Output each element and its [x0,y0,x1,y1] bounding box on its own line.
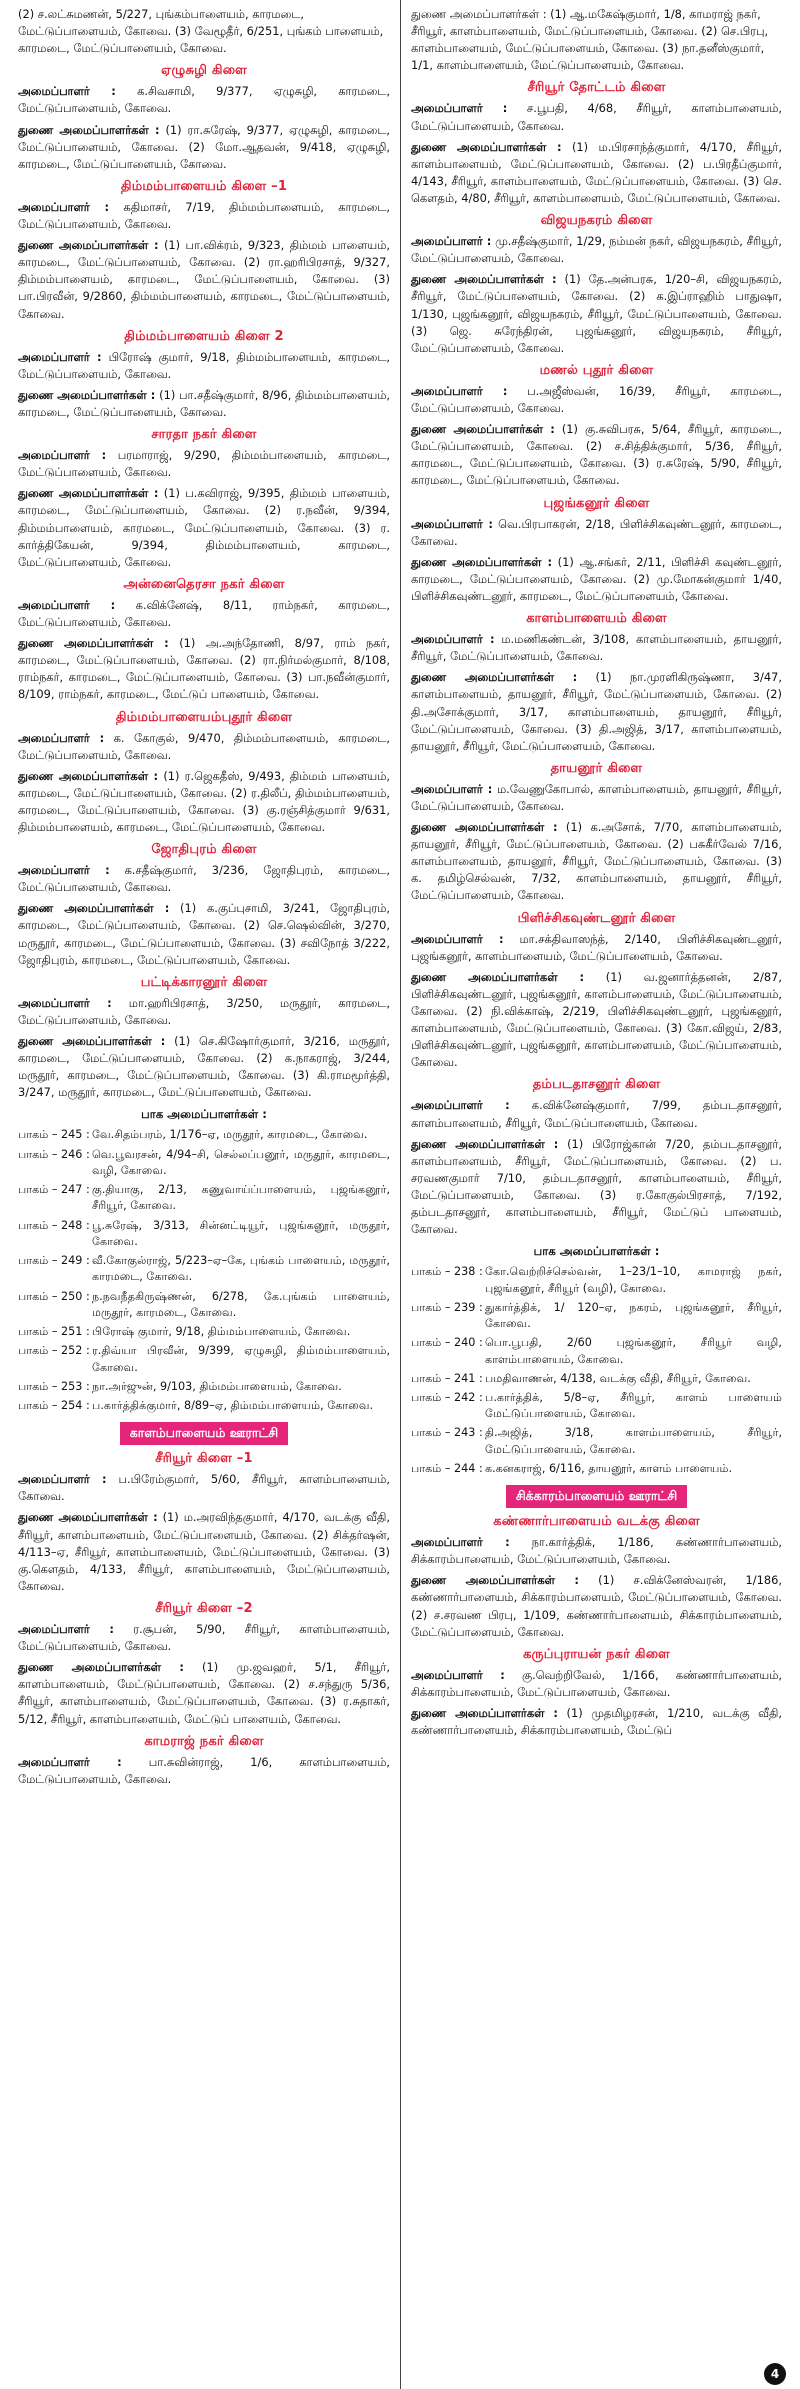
branch-title: தாயனூர் கிளை [550,760,643,776]
booth-organizer: பூ.சுரேஷ், 3/313, சின்னட்டியூர், புஜங்கனூர், மருதூர், கோவை. [92,1218,390,1248]
organizer-label: அமைப்பாளர் : [411,101,508,116]
branch-block [18,710,390,837]
deputy-label: துணை அமைப்பாளர்கள் : [411,670,578,685]
deputy-line [411,421,782,489]
organizer-line [411,383,782,417]
organizer-label: அமைப்பாளர் : [411,234,492,249]
branch-block [411,761,782,905]
deputy-names: (1) ச.விக்னேஸ்வரன், 1/186, கண்ணார்பாளையம், சிக்காரம்பாளையம், மேட்டுப்பாளையம், கோவை. (2) ச.சரவண பிரபு, 1/109, கண்ணார்பாளையம், சிக்காரம்பாளையம், மேட்டுப்பாளையம், கோவை. [411,1573,782,1639]
organizer-line [411,233,782,267]
organizer-label: அமைப்பாளர் : [411,516,493,531]
organizer-label: அமைப்பாளர் : [18,597,116,612]
booth-row [411,1461,782,1477]
newspaper-page [8,0,792,2389]
booth-number: பாகம் – 243 : [411,1426,483,1440]
booth-organizer: வீ.கோகுல்ராஜ், 5/223–ஏ–கே, புங்கம் பாளையம், மருதூர், காரமடை, கோவை. [92,1254,390,1284]
deputy-names: (1) ஆ.சங்கர், 2/11, பிளிச்சி கவுண்டனூர், காரமடை, மேட்டுப்பாளையம், கோவை. (2) மு.மோகன்குமார் 1/40, பிளிச்சிகவுண்டனூர், காரமடை, மேட்டுப்பாளையம், கோவை. [411,554,782,603]
organizer-label: அமைப்பாளர் : [411,781,493,796]
organizer-label: அமைப்பாளர் : [18,863,110,878]
organizer-name: க.விக்னேஷ், 8/11, ராம்நகர், காரமடை, மேட்டுப்பாளையம், கோவை. [18,597,390,629]
booth-organizer: பிரோஷ் குமார், 9/18, திம்மம்பாளையம், கோவை. [92,1325,351,1339]
booth-organizers-heading: பாக அமைப்பாளர்கள் : [141,1107,267,1122]
deputy-names: (1) கு.சுவிபரசு, 5/64, சீரியூர், காரமடை, மேட்டுப்பாளையம், கோவை. (2) ச.சித்திக்குமார், 5/36, சீரியூர், காரமடை, மேட்டுப்பாளையம், கோவை. (3) ர.சுரேஷ், 5/90, சீரியூர், காரமடை, மேட்டுப்பாளையம், கோவை. [411,422,782,488]
section-heading [18,1422,390,1445]
organizer-line [411,516,782,550]
organizer-line [18,1471,390,1505]
deputy-line [18,485,390,571]
deputy-names: (1) பா.விக்ரம், 9/323, திம்மம் பாளையம், காரமடை, மேட்டுப்பாளையம், கோவை. (2) ரா.ஹரிபிரசாத், 9/327, திம்மம்பாளையம், காரமடை, மேட்டுப்பாளையம், கோவை. (3) பா.பிரவீன், 9/2860, திம்மம்பாளையம், காரமடை, மேட்டுப்பாளையம், கோவை. [18,238,390,321]
organizer-line [18,1621,390,1655]
booth-row [18,1253,390,1285]
organizer-name: நா.கார்த்திக், 1/186, கண்ணார்பாளையம், சிக்காரம்பாளையம், மேட்டுப்பாளையம், கோவை. [411,1535,782,1567]
booth-row [411,1425,782,1457]
organizer-line [411,931,782,965]
deputy-names: (1) மு.ஜவஹர், 5/1, சீரியூர், காளம்பாளையம், மேட்டுப்பாளையம், கோவை. (2) ச.சந்துரு 5/36, சீரியூர், காளம்பாளையம், மேட்டுப்பாளையம், கோவை. (3) ர.சுதாகர், 5/12, சீரியூர், காளம்பாளையம், மேட்டுப் பாளையம், கோவை. [18,1660,390,1726]
organizer-label: அமைப்பாளர் : [18,1621,114,1636]
branch-block [18,975,390,1102]
deputy-names: (1) வ.ஜனார்த்தனன், 2/87, பிளிச்சிகவுண்டனூர், புஜங்கனூர், காளம்பாளையம், மேட்டுப்பாளையம், கோவை. (2) நி.விக்காஷ், 2/219, பிளிச்சிகவுண்டனூர், புஜங்கனூர், காளம்பாளையம், மேட்டுப்பாளையம், கோவை. (3) கோ.விஜய், 2/83, பிளிச்சிகவுண்டனூர், புஜங்கனூர், காளம்பாளையம், மேட்டுப்பாளையம், கோவை. [411,969,782,1070]
organizer-line [18,597,390,631]
deputy-names: (1) பிரோஜ்கான் 7/20, தம்படதாசனூர், காளம்பாளையம், சீரியூர், மேட்டுப்பாளையம், கோவை. (2) ப. சரவணகுமார் 7/10, தம்படதாசனூர், காளம்பாளையம், சீரியூர், மேட்டுப்பாளையம், கோவை. (3) ர.கோகுல்பிரசாத், 7/192, தம்படதாசனூர், காளம்பாளையம், சீரியூர், மேட்டுப் பாளையம், கோவை. [411,1136,782,1237]
organizer-name: க.சதீஷ்குமார், 3/236, ஜோதிபுரம், காரமடை, மேட்டுப்பாளையம், கோவை. [18,863,390,895]
branch-title: சாரதா நகர் கிளை [151,427,257,443]
organizer-name: ர.சூபன், 5/90, சீரியூர், காளம்பாளையம், மேட்டுப்பாளையம், கோவை. [18,1621,391,1654]
branch-title: கருப்புராயன் நகர் கிளை [523,1646,670,1662]
deputy-label: துணை அமைப்பாளர்கள் : [18,122,160,137]
branch-block [18,842,390,969]
branch-block [411,1514,782,1641]
left-column [8,0,400,2389]
booth-number: பாகம் – 254 : [18,1398,90,1412]
organizer-name: ச.பூபதி, 4/68, சீரியூர், காளம்பாளையம், மேட்டுப்பாளையம், கோவை. [411,101,783,133]
branch-block [411,80,782,207]
booth-row [18,1398,390,1414]
organizer-line [18,730,390,764]
organizer-name: ம.வேணுகோபால், காளம்பாளையம், தாயனூர், சீரியூர், மேட்டுப்பாளையம், கோவை. [411,781,782,813]
organizer-line [411,781,782,815]
organizer-name: க.விக்னேஷ்குமார், 7/99, தம்படதாசனூர், காளம்பாளையம், சீரியூர், மேட்டுப்பாளையம், கோவை. [411,1098,782,1130]
organizer-line [411,631,782,665]
deputy-label: துணை அமைப்பாளர்கள் : [411,272,557,287]
booth-organizer: கோ.வெற்றிச்செல்வன், 1–23/1–10, காமராஜ் நகர், புஜங்கனூர், சீரியூர் (வழி), கோவை. [485,1265,782,1295]
booth-number: பாகம் – 250 : [18,1289,90,1303]
booth-organizer: ர.திவ்யா பிரவீன், 9/399, ஏழுசுழி, திம்மம்பாளையம், கோவை. [92,1344,390,1374]
branch-title: சீரியூர் கிளை –2 [155,1600,253,1616]
organizer-name: ம.மணிகண்டன், 3/108, காளம்பாளையம், தாயனூர், சீரியூர், மேட்டுப்பாளையம், கோவை. [411,632,782,664]
branch-title: புஜங்கனூர் கிளை [543,495,650,511]
section-heading-label: சிக்காரம்பாளையம் ஊராட்சி [506,1485,687,1508]
organizer-label: அமைப்பாளர் : [18,1754,122,1769]
branch-title: ஏழுசுழி கிளை [161,63,247,79]
deputy-names: (1) க.அசோக், 7/70, காளம்பாளையம், தாயனூர், சீரியூர், மேட்டுப்பாளையம், கோவை. (2) பசுகீர்வேல் 7/16, காளம்பாளையம், தாயனூர், சீரியூர், மேட்டுப்பாளையம், கோவை. (3) க. தமிழ்செல்வன், 7/32, காளம்பாளையம், தாயனூர், சீரியூர், மேட்டுப்பாளையம், கோவை. [411,820,782,903]
booth-organizer: கு.தியாகு, 2/13, கணுவாய்ப்பாளையம், புஜங்கனூர், சீரியூர், கோவை. [92,1183,390,1213]
page-number: 4 [764,2363,786,2385]
organizer-line [18,447,390,481]
branch-title: திம்மம்பாளையம் கிளை –1 [120,178,288,194]
deputy-label: துணை அமைப்பாளர்கள் : [411,422,555,437]
deputy-line [411,1572,782,1640]
deputy-line [18,768,390,836]
organizer-line [18,199,390,233]
deputy-label: துணை அமைப்பாளர்கள் : [411,139,562,154]
organizer-name: மு.சதீஷ்குமார், 1/29, நம்மன் நகர், விஜயநகரம், சீரியூர், மேட்டுப்பாளையம், கோவை. [411,234,782,266]
deputy-names: (1) ம.அரவிந்தகுமார், 4/170, வடக்கு வீதி, சீரியூர், காளம்பாளையம், மேட்டுப்பாளையம், கோவை. (2) சிக்தர்ஷன், 4/113–ஏ, சீரியூர், காளம்பாளையம், மேட்டுப்பாளையம், கோவை. (3) கு.கௌதம், 4/133, சீரியூர், காளம்பாளையம், மேட்டுப்பாளையம், கோவை. [18,1510,390,1593]
booth-row [18,1289,390,1321]
booth-number: பாகம் – 247 : [18,1183,90,1197]
booth-row [411,1300,782,1332]
branch-title: சீரியூர் தோட்டம் கிளை [527,80,666,96]
booth-organizer: ப.கார்த்திக், 5/8–ஏ, சீரியூர், காளம் பாளையம் மேட்டுப்பாளையம், கோவை. [485,1390,782,1421]
branch-block [411,611,782,755]
booth-organizers-heading: பாக அமைப்பாளர்கள் : [533,1244,660,1259]
right-column [400,0,792,2389]
booth-number: பாகம் – 248 : [18,1218,90,1232]
deputy-names: (1) முதமிழரசன், 1/210, வடக்கு வீதி, கண்ணார்பாளையம், சிக்காரம்பாளையம், மேட்டுப் [411,1706,782,1738]
organizer-name: பரமாராஜ், 9/290, திம்மம்பாளையம், காரமடை, மேட்டுப்பாளையம், கோவை. [18,448,391,480]
booth-number: பாகம் – 244 : [411,1461,483,1475]
organizer-label: அமைப்பாளர் : [411,1667,505,1682]
deputy-names: (1) செ.கிஷோர்குமார், 3/216, மருதூர், காரமடை, மேட்டுப்பாளையம், கோவை. (2) க.நாகராஜ், 3/244, மருதூர், காரமடை, மேட்டுப்பாளையம், கோவை. (3) கி.ராமமூர்த்தி, 3/247, மருதூர், காரமடை, மேட்டுப்பாளையம், கோவை. [18,1034,390,1100]
booth-organizer: க.கனகராஜ், 6/116, தாயனூர், காளம் பாளையம். [485,1461,733,1475]
organizer-name: ப.பிரேம்குமார், 5/60, சீரியூர், காளம்பாளையம், கோவை. [18,1472,390,1504]
branch-title: சீரியூர் கிளை –1 [155,1451,253,1467]
booth-number: பாகம் – 239 : [411,1300,483,1314]
booth-organizer: தி.அஜித், 3/18, காளம்பாளையம், சீரியூர், மேட்டுப்பாளையம், கோவை. [485,1426,782,1456]
deputy-line [411,1705,782,1739]
booth-number: பாகம் – 240 : [411,1336,483,1350]
organizer-label: அமைப்பாளர் : [18,448,107,463]
branch-title: தம்படதாசனூர் கிளை [532,1077,661,1093]
deputy-names: (1) ப.கவிராஜ், 9/395, திம்மம் பாளையம், காரமடை, மேட்டுப்பாளையம், கோவை. (2) ர.நவீன், 9/394, திம்மம்பாளையம், காரமடை, மேட்டுப்பாளையம், கோவை. (3) ர. கார்த்திகேயன், 9/394, திம்மம்பாளையம், காரமடை, மேட்டுப்பாளையம், கோவை. [18,486,390,569]
booth-row [411,1264,782,1296]
deputy-label: துணை அமைப்பாளர்கள் : [18,387,156,402]
organizer-name: ப.அஜீஸ்வன், 16/39, சீரியூர், காரமடை, மேட்டுப்பாளையம், கோவை. [411,383,783,415]
branch-title: பிளிச்சிகவுண்டனூர் கிளை [517,910,676,926]
deputy-label: துணை அமைப்பாளர்கள் : [18,1034,166,1049]
booth-row [18,1147,390,1179]
branch-block [411,1647,782,1739]
organizer-line [411,1097,782,1131]
booth-organizer: நா.அர்ஜுன், 9/103, திம்மம்பாளையம், கோவை. [92,1379,342,1393]
branch-block [18,427,390,571]
branch-block [411,213,782,357]
deputy-names: (1) அ.அந்தோணி, 8/97, ராம் நகர், காரமடை, மேட்டுப்பாளையம், கோவை. (2) ரா.நிர்மல்குமார், 8/108, ராம்நகர், காரமடை, மேட்டுப்பாளையம், கோவை. (3) பா.நவீன்குமார், 8/109, ராம்நகர், காரமடை, மேட்டுப் பாளையம், கோவை. [18,636,390,702]
booth-number: பாகம் – 241 : [411,1371,483,1385]
booth-number: பாகம் – 238 : [411,1265,483,1279]
section-heading-label: காளம்பாளையம் ஊராட்சி [120,1422,288,1445]
branch-title: பட்டிக்காரனூர் கிளை [140,974,268,990]
deputy-label: துணை அமைப்பாளர்கள் : [18,486,159,501]
branch-block [18,329,390,421]
branch-block [18,63,390,173]
organizer-line [411,1667,782,1701]
branch-block [18,1451,390,1595]
booth-row [18,1343,390,1375]
organizer-line [18,995,390,1029]
deputy-label: துணை அமைப்பாளர்கள் : [411,969,585,984]
deputy-label: துணை அமைப்பாளர்கள் : [411,1136,559,1151]
organizer-label: அமைப்பாளர் : [18,1472,107,1487]
organizer-label: அமைப்பாளர் : [18,84,116,99]
booth-number: பாகம் – 246 : [18,1147,90,1161]
branch-title: திம்மம்பாளையம் கிளை 2 [124,328,284,344]
booth-row [18,1324,390,1340]
deputy-line [18,1509,390,1595]
deputy-line [18,1659,390,1727]
organizer-name: மா.ஹரிபிரசாத், 3/250, மருதூர், காரமடை, மேட்டுப்பாளையம், கோவை. [18,995,390,1027]
branch-title: மணல் புதூர் கிளை [539,362,654,378]
branch-block [18,1601,390,1728]
deputy-names: (1) நா.முரளிகிருஷ்ணா, 3/47, காளம்பாளையம், தாயனூர், சீரியூர், மேட்டுப்பாளையம், கோவை. (2) தி.அசோக்குமார், 3/17, காளம்பாளையம், தாயனூர், சீரியூர், மேட்டுப்பாளையம், கோவை. (3) தி.அஜித், 3/17, காளம்பாளையம், தாயனூர், சீரியூர், மேட்டுப்பாளையம், கோவை. [411,670,782,753]
booth-row [18,1379,390,1395]
deputy-line [411,669,782,755]
organizer-line [18,1754,390,1788]
deputy-line [18,122,390,173]
deputy-label: துணை அமைப்பாளர்கள் : [411,1706,558,1721]
organizer-name: பிரோஷ் குமார், 9/18, திம்மம்பாளையம், காரமடை, மேட்டுப்பாளையம், கோவை. [18,349,391,381]
deputy-line [18,1033,390,1101]
deputy-line [411,139,782,207]
continued-text: (2) ச.லட்சுமணன், 5/227, புங்கம்பாளையம், காரமடை, மேட்டுப்பாளையம், கோவை. (3) வேழூதீர், 6/251, புங்கம் பாளையம், காரமடை, மேட்டுப்பாளையம், கோவை. [18,7,384,56]
deputy-label: துணை அமைப்பாளர்கள் : [18,1510,158,1525]
deputy-label: துணை அமைப்பாளர்கள் : [18,1660,184,1675]
booth-number: பாகம் – 252 : [18,1344,90,1358]
deputy-line [411,271,782,357]
deputy-names: (1) பா.சதீஷ்குமார், 8/96, திம்மம்பாளையம், காரமடை, மேட்டுப்பாளையம், கோவை. [18,387,390,419]
organizer-line [18,862,390,896]
deputy-label: துணை அமைப்பாளர்கள் : [18,238,159,253]
deputy-line [411,1136,782,1239]
branch-block [411,911,782,1072]
organizer-name: க. கோகுல், 9/470, திம்மம்பாளையம், காரமடை, மேட்டுப்பாளையம், கோவை. [18,730,390,762]
branch-block [411,1077,782,1238]
organizer-line [411,1534,782,1568]
booth-row [411,1390,782,1422]
booth-row [18,1182,390,1214]
deputy-names: (1) தே.அன்பரசு, 1/20–சி, விஜயநகரம், சீரியூர், மேட்டுப்பாளையம், கோவை. (2) க.இப்ராஹிம் பாதுஷா, 1/130, புஜங்கனூர், விஜயநகரம், சீரியூர், மேட்டுப்பாளையம், கோவை. (3) ஜெ. சுரேந்திரன், புஜங்கனூர், விஜயநகரம், சீரியூர், மேட்டுப்பாளையம், கோவை. [411,272,782,355]
deputy-label: துணை அமைப்பாளர்கள் : [411,1573,579,1588]
continued-text: துணை அமைப்பாளர்கள் : (1) ஆ.மகேஷ்குமார், 1/8, காமராஜ் நகர், சீரியூர், காளம்பாளையம், மேட்டுப்பாளையம், கோவை. (2) செ.பிரபு, காளம்பாளையம், மேட்டுப்பாளையம், கோவை. (3) நா.தனீஸ்குமார், 1/1, காளம்பாளையம், மேட்டுப்பாளையம், கோவை. [411,7,769,73]
branch-block [18,577,390,704]
organizer-name: க.சிவசாமி, 9/377, ஏழுசுழி, காரமடை, மேட்டுப்பாளையம், கோவை. [18,84,390,116]
organizer-name: கு.வெற்றிவேல், 1/166, கண்ணார்பாளையம், சிக்காரம்பாளையம், மேட்டுப்பாளையம், கோவை. [411,1667,782,1699]
deputy-label: துணை அமைப்பாளர்கள் : [411,554,552,569]
booth-organizer: துகார்த்திக், 1/ 120–ஏ, நகரம், புஜங்கனூர், சீரியூர், கோவை. [485,1300,782,1331]
branch-title: காமராஜ் நகர் கிளை [144,1733,264,1749]
organizer-label: அமைப்பாளர் : [18,995,112,1010]
branch-title: காளம்பாளையம் கிளை [526,611,667,627]
booth-number: பாகம் – 242 : [411,1390,483,1404]
deputy-line [411,819,782,905]
organizer-name: பா.சுவின்ராஜ், 1/6, காளம்பாளையம், மேட்டுப்பாளையம், கோவை. [18,1754,390,1786]
booth-organizer: ந.நவநீதகிருஷ்ணன், 6/278, கே.புங்கம் பாளையம், மருதூர், காரமடை, கோவை. [92,1289,390,1319]
branch-title: அன்னைதெரசா நகர் கிளை [123,576,285,592]
branch-title: திம்மம்பாளையம்புதூர் கிளை [115,709,293,725]
deputy-names: (1) ரா.சுரேஷ், 9/377, ஏழுசுழி, காரமடை, மேட்டுப்பாளையம், கோவை. (2) மோ.ஆதவன், 9/418, ஏழுசுழி, காரமடை, மேட்டுப்பாளையம், கோவை. [18,122,390,171]
organizer-name: வெ.பிரபாகரன், 2/18, பிளிச்சிகவுண்டனூர், காரமடை, கோவை. [411,516,782,548]
branch-title: ஜோதிபுரம் கிளை [151,842,257,858]
deputy-line [411,969,782,1072]
booth-organizer: ப.கார்த்திக்குமார், 8/89–ஏ, திம்மம்பாளையம், கோவை. [92,1398,374,1412]
booth-row [411,1371,782,1387]
booth-organizer: பமதிவாணன், 4/138, வடக்கு வீதி, சீரியூர், கோவை. [485,1371,751,1385]
branch-block [411,363,782,490]
organizer-line [411,100,782,134]
deputy-line [18,237,390,323]
booth-organizer: பொ.பூபதி, 2/60 புஜங்கனூர், சீரியூர் வழி, காளம்பாளையம், கோவை. [485,1336,782,1366]
branch-block [18,1734,390,1788]
organizer-label: அமைப்பாளர் : [411,1535,510,1550]
deputy-label: துணை அமைப்பாளர்கள் : [18,768,159,783]
section-heading [411,1485,782,1508]
deputy-names: (1) ர.ஜெகதீஸ், 9/493, திம்மம் பாளையம், காரமடை, மேட்டுப்பாளையம், கோவை. (2) ர.திலீப், திம்மம்பாளையம், காரமடை, மேட்டுப்பாளையம், கோவை. (3) கு.ரஞ்சித்குமார் 9/631, திம்மம்பாளையம், காரமடை, மேட்டுப்பாளையம், கோவை. [18,768,390,835]
booth-number: பாகம் – 253 : [18,1379,90,1393]
organizer-label: அமைப்பாளர் : [18,730,105,745]
organizer-label: அமைப்பாளர் : [411,1098,510,1113]
organizer-label: அமைப்பாளர் : [18,199,110,214]
deputy-label: துணை அமைப்பாளர்கள் : [411,820,558,835]
booth-row [18,1218,390,1250]
deputy-line [18,635,390,703]
organizer-name: மா.சக்திவாஸந்த், 2/140, பிளிச்சிகவுண்டனூர், புஜங்கனூர், காளம்பாளையம், மேட்டுப்பாளையம், கோவை. [411,931,782,963]
deputy-names: (1) க.குப்புசாமி, 3/241, ஜோதிபுரம், காரமடை, மேட்டுப்பாளையம், கோவை. (2) செ.ஷெல்வின், 3/270, மருதூர், காரமடை, மேட்டுப்பாளையம், கோவை. (3) சவிநோத் 3/222, ஜோதிபுரம், காரமடை, மேட்டுப்பாளையம், கோவை. [18,901,390,967]
deputy-line [18,387,390,421]
booth-number: பாகம் – 245 : [18,1128,90,1142]
organizer-label: அமைப்பாளர் : [411,632,495,647]
deputy-names: (1) ம.பிரசாந்த்குமார், 4/170, சீரியூர், காளம்பாளையம், மேட்டுப்பாளையம், கோவை. (2) ப.பிரதீப்குமார், 4/143, சீரியூர், காளம்பாளையம், மேட்டுப்பாளையம், கோவை. (3) செ. கௌதம், 4/80, சீரியூர், காளம்பாளையம், மேட்டுப்பாளையம், கோவை. [411,139,782,205]
organizer-line [18,349,390,383]
booth-number: பாகம் – 251 : [18,1325,90,1339]
branch-block [18,179,390,323]
booth-organizer: வெ.பூவரசன், 4/94–சி, செல்லப்பனூர், மருதூர், காரமடை, வழி, கோவை. [92,1147,390,1177]
deputy-label: துணை அமைப்பாளர்கள் : [18,636,169,651]
organizer-label: அமைப்பாளர் : [411,931,504,946]
organizer-name: கதிமாசர், 7/19, திம்மம்பாளையம், காரமடை, மேட்டுப்பாளையம், கோவை. [18,199,390,231]
booth-organizer: வே.சிதம்பரம், 1/176–ஏ, மருதூர், காரமடை, கோவை. [92,1128,368,1142]
deputy-line [411,554,782,605]
booth-row [411,1335,782,1367]
deputy-line [18,900,390,968]
deputy-label: துணை அமைப்பாளர்கள் : [18,901,170,916]
branch-block [411,496,782,606]
booth-row [18,1127,390,1143]
organizer-line [18,83,390,117]
branch-title: விஜயநகரம் கிளை [540,213,653,229]
organizer-label: அமைப்பாளர் : [18,349,102,364]
organizer-label: அமைப்பாளர் : [411,383,508,398]
branch-title: கண்ணார்பாளையம் வடக்கு கிளை [493,1514,700,1530]
booth-number: பாகம் – 249 : [18,1254,90,1268]
